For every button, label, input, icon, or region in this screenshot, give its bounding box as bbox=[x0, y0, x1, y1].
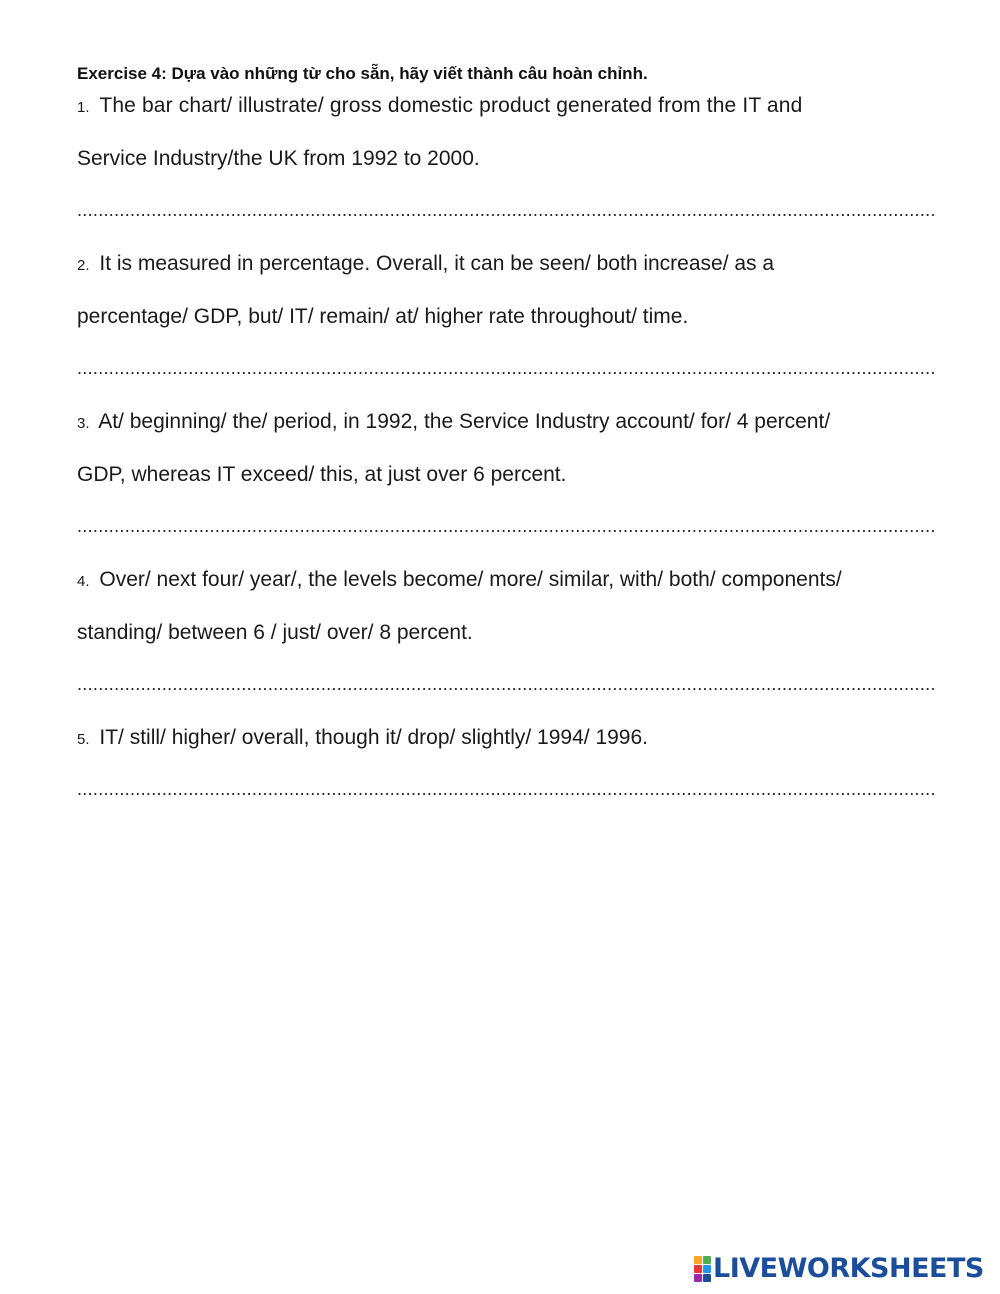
item-2-prompt-line-2: percentage/ GDP, but/ IT/ remain/ at/ higher rate throughout/ time. bbox=[77, 305, 689, 328]
item-4-answer-line[interactable]: .................................................................................................................................................................. bbox=[77, 674, 936, 694]
item-4-line-1 bbox=[77, 568, 842, 592]
item-4-prompt-line-2: standing/ between 6 / just/ over/ 8 percent. bbox=[77, 621, 473, 644]
item-4-number: 4. bbox=[77, 573, 90, 590]
logo-wordmark: LIVEWORKSHEETS bbox=[713, 1253, 984, 1284]
item-2-prompt-line-1: It is measured in percentage. Overall, it can be seen/ both increase/ as a bbox=[99, 252, 775, 275]
item-1-line-2 bbox=[77, 147, 480, 171]
item-2-number: 2. bbox=[77, 257, 90, 274]
item-1-prompt-line-1: The bar chart/ illustrate/ gross domestic product generated from the IT and bbox=[99, 94, 803, 117]
item-3-number: 3. bbox=[77, 415, 90, 432]
item-4-line-2 bbox=[77, 621, 473, 645]
item-1-answer-line[interactable]: .................................................................................................................................................................. bbox=[77, 200, 936, 220]
exercise-title: Exercise 4: Dựa vào những từ cho sẵn, hãy viết thành câu hoàn chỉnh. bbox=[77, 64, 648, 83]
item-5-number: 5. bbox=[77, 731, 90, 748]
item-1-line-1 bbox=[77, 94, 802, 118]
item-2-line-2 bbox=[77, 305, 688, 329]
liveworksheets-logo-icon bbox=[694, 1256, 710, 1282]
item-2-line-1 bbox=[77, 252, 774, 276]
item-3-prompt-line-2: GDP, whereas IT exceed/ this, at just over 6 percent. bbox=[77, 463, 567, 486]
item-5-prompt-line-1: IT/ still/ higher/ overall, though it/ drop/ slightly/ 1994/ 1996. bbox=[99, 726, 648, 749]
item-3-line-2 bbox=[77, 463, 566, 487]
item-3-line-1 bbox=[77, 410, 830, 434]
item-4-prompt-line-1: Over/ next four/ year/, the levels become/ more/ similar, with/ both/ components/ bbox=[99, 568, 842, 591]
item-3-prompt-line-1: At/ beginning/ the/ period, in 1992, the Service Industry account/ for/ 4 percent/ bbox=[98, 410, 831, 433]
liveworksheets-logo bbox=[694, 1254, 984, 1284]
item-2-answer-line[interactable]: .................................................................................................................................................................. bbox=[77, 358, 936, 378]
item-3-answer-line[interactable]: .................................................................................................................................................................. bbox=[77, 516, 936, 536]
item-1-prompt-line-2: Service Industry/the UK from 1992 to 2000. bbox=[77, 147, 480, 170]
item-1-number: 1. bbox=[77, 99, 90, 116]
item-5-line-1 bbox=[77, 726, 648, 750]
item-5-answer-line[interactable]: .................................................................................................................................................................. bbox=[77, 779, 936, 799]
